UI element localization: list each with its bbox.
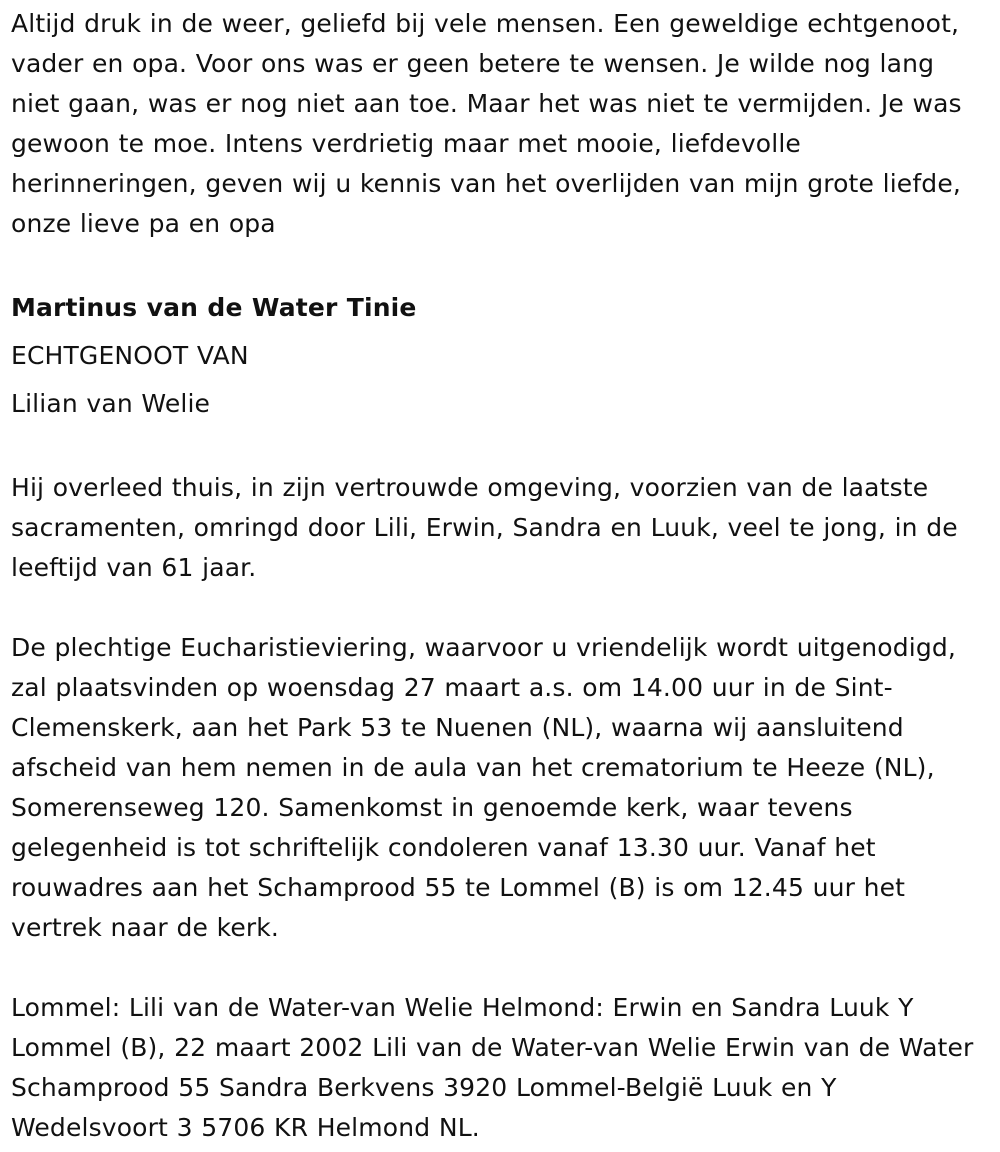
death-notice-paragraph: Hij overleed thuis, in zijn vertrouwde omgeving, voorzien van de laatste sacramenten, omringd door Lili, Erwin, Sandra en Luuk, veel te jong, in de leeftijd van 61 jaar. [11, 473, 958, 582]
spouse-name: Lilian van Welie [11, 389, 211, 418]
ceremony-paragraph: De plechtige Eucharistieviering, waarvoor u vriendelijk wordt uitgenodigd, zal plaatsvinden op woensdag 27 maart a.s. om 14.00 uur in de Sint-Clemenskerk, aan het Park 53 te Nuenen (NL), waarna wij aansluitend afscheid van hem nemen in de aula van het crematorium te Heeze (NL), Somerenseweg 120. Samenkomst in genoemde kerk, waar tevens gelegenheid is tot schriftelijk condoleren vanaf 13.30 uur. Vanaf het rouwadres aan het Schamprood 55 te Lommel (B) is om 12.45 uur het vertrek naar de kerk. [11, 633, 956, 942]
deceased-name: Martinus van de Water Tinie [11, 293, 417, 322]
intro-paragraph: Altijd druk in de weer, geliefd bij vele mensen. Een geweldige echtgenoot, vader en opa. Voor ons was er geen betere te wensen. Je wilde nog lang niet gaan, was er nog niet aan toe. Maar het was niet te vermijden. Je was gewoon te moe. Intens verdrietig maar met mooie, liefdevolle herinneringen, geven wij u kennis van het overlijden van mijn grote liefde, onze lieve pa en opa [11, 9, 962, 238]
spacer [11, 948, 990, 988]
family-paragraph: Lommel: Lili van de Water-van Welie Helmond: Erwin en Sandra Luuk Y Lommel (B), 22 maart 2002 Lili van de Water-van Welie Erwin van de Water Schamprood 55 Sandra Berkvens 3920 Lommel-België Luuk en Y Wedelsvoort 3 5706 KR Helmond NL. [11, 993, 974, 1142]
spacer [11, 588, 990, 628]
spacer [11, 428, 990, 468]
relation-label: ECHTGENOOT VAN [11, 341, 249, 370]
spacer [11, 244, 990, 284]
